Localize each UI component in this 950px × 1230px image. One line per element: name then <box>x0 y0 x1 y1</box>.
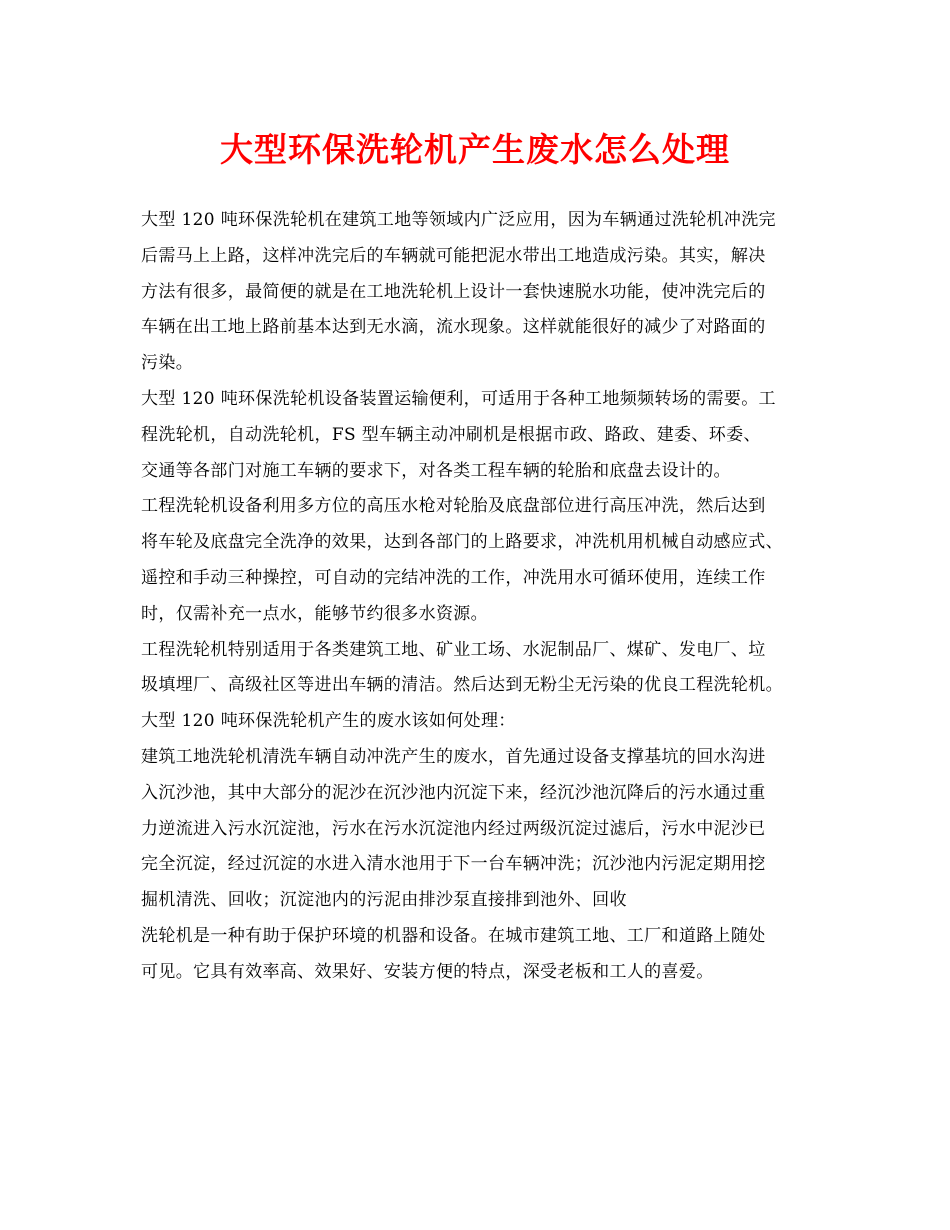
text-line: 大型 120 吨环保洗轮机在建筑工地等领域内广泛应用，因为车辆通过洗轮机冲洗完 <box>141 210 776 230</box>
text-line: 可见。它具有效率高、效果好、安装方便的特点，深受老板和工人的喜爱。 <box>141 961 714 982</box>
text-line: 交通等各部门对施工车辆的要求下，对各类工程车辆的轮胎和底盘去设计的。 <box>141 460 731 481</box>
text-line: 力逆流进入污水沉淀池，污水在污水沉淀池内经过两级沉淀过滤后，污水中泥沙已 <box>141 818 766 839</box>
text-line: 大型 120 吨环保洗轮机产生的废水该如何处理： <box>141 711 516 732</box>
text-line: 完全沉淀，经过沉淀的水进入清水池用于下一台车辆冲洗；沉沙池内污泥定期用挖 <box>141 854 766 875</box>
text-line: 污染。 <box>141 353 194 374</box>
text-line: 圾填埋厂、高级社区等进出车辆的清洁。然后达到无粉尘无污染的优良工程洗轮机。 <box>141 675 783 696</box>
text-line: 遥控和手动三种操控，可自动的完结冲洗的工作，冲洗用水可循环使用，连续工作 <box>141 567 766 588</box>
text-line: 建筑工地洗轮机清洗车辆自动冲洗产生的废水，首先通过设备支撑基坑的回水沟进 <box>141 746 766 767</box>
document-title: 大型环保洗轮机产生废水怎么处理 <box>220 130 730 169</box>
text-line: 入沉沙池，其中大部分的泥沙在沉沙池内沉淀下来，经沉沙池沉降后的污水通过重 <box>141 782 766 803</box>
text-line: 工程洗轮机特别适用于各类建筑工地、矿业工场、水泥制品厂、煤矿、发电厂、垃 <box>141 639 766 660</box>
text-line: 方法有很多，最简便的就是在工地洗轮机上设计一套快速脱水功能，使冲洗完后的 <box>141 281 766 302</box>
text-line: 掘机清洗、回收；沉淀池内的污泥由排沙泵直接排到池外、回收 <box>141 890 627 911</box>
text-line: 大型 120 吨环保洗轮机设备装置运输便利，可适用于各种工地频频转场的需要。工 <box>141 388 776 409</box>
text-line: 工程洗轮机设备利用多方位的高压水枪对轮胎及底盘部位进行高压冲洗，然后达到 <box>141 496 766 517</box>
text-line: 将车轮及底盘完全洗净的效果，达到各部门的上路要求，冲洗机用机械自动感应式、 <box>141 532 783 553</box>
text-line: 车辆在出工地上路前基本达到无水滴，流水现象。这样就能很好的减少了对路面的 <box>141 317 766 338</box>
text-line: 时，仅需补充一点水，能够节约很多水资源。 <box>141 603 488 624</box>
text-line: 洗轮机是一种有助于保护环境的机器和设备。在城市建筑工地、工厂和道路上随处 <box>141 925 766 946</box>
text-line: 后需马上上路，这样冲洗完后的车辆就可能把泥水带出工地造成污染。其实，解决 <box>141 245 766 266</box>
text-line: 程洗轮机，自动洗轮机，FS 型车辆主动冲刷机是根据市政、路政、建委、环委、 <box>141 424 761 445</box>
document-body <box>141 203 825 991</box>
